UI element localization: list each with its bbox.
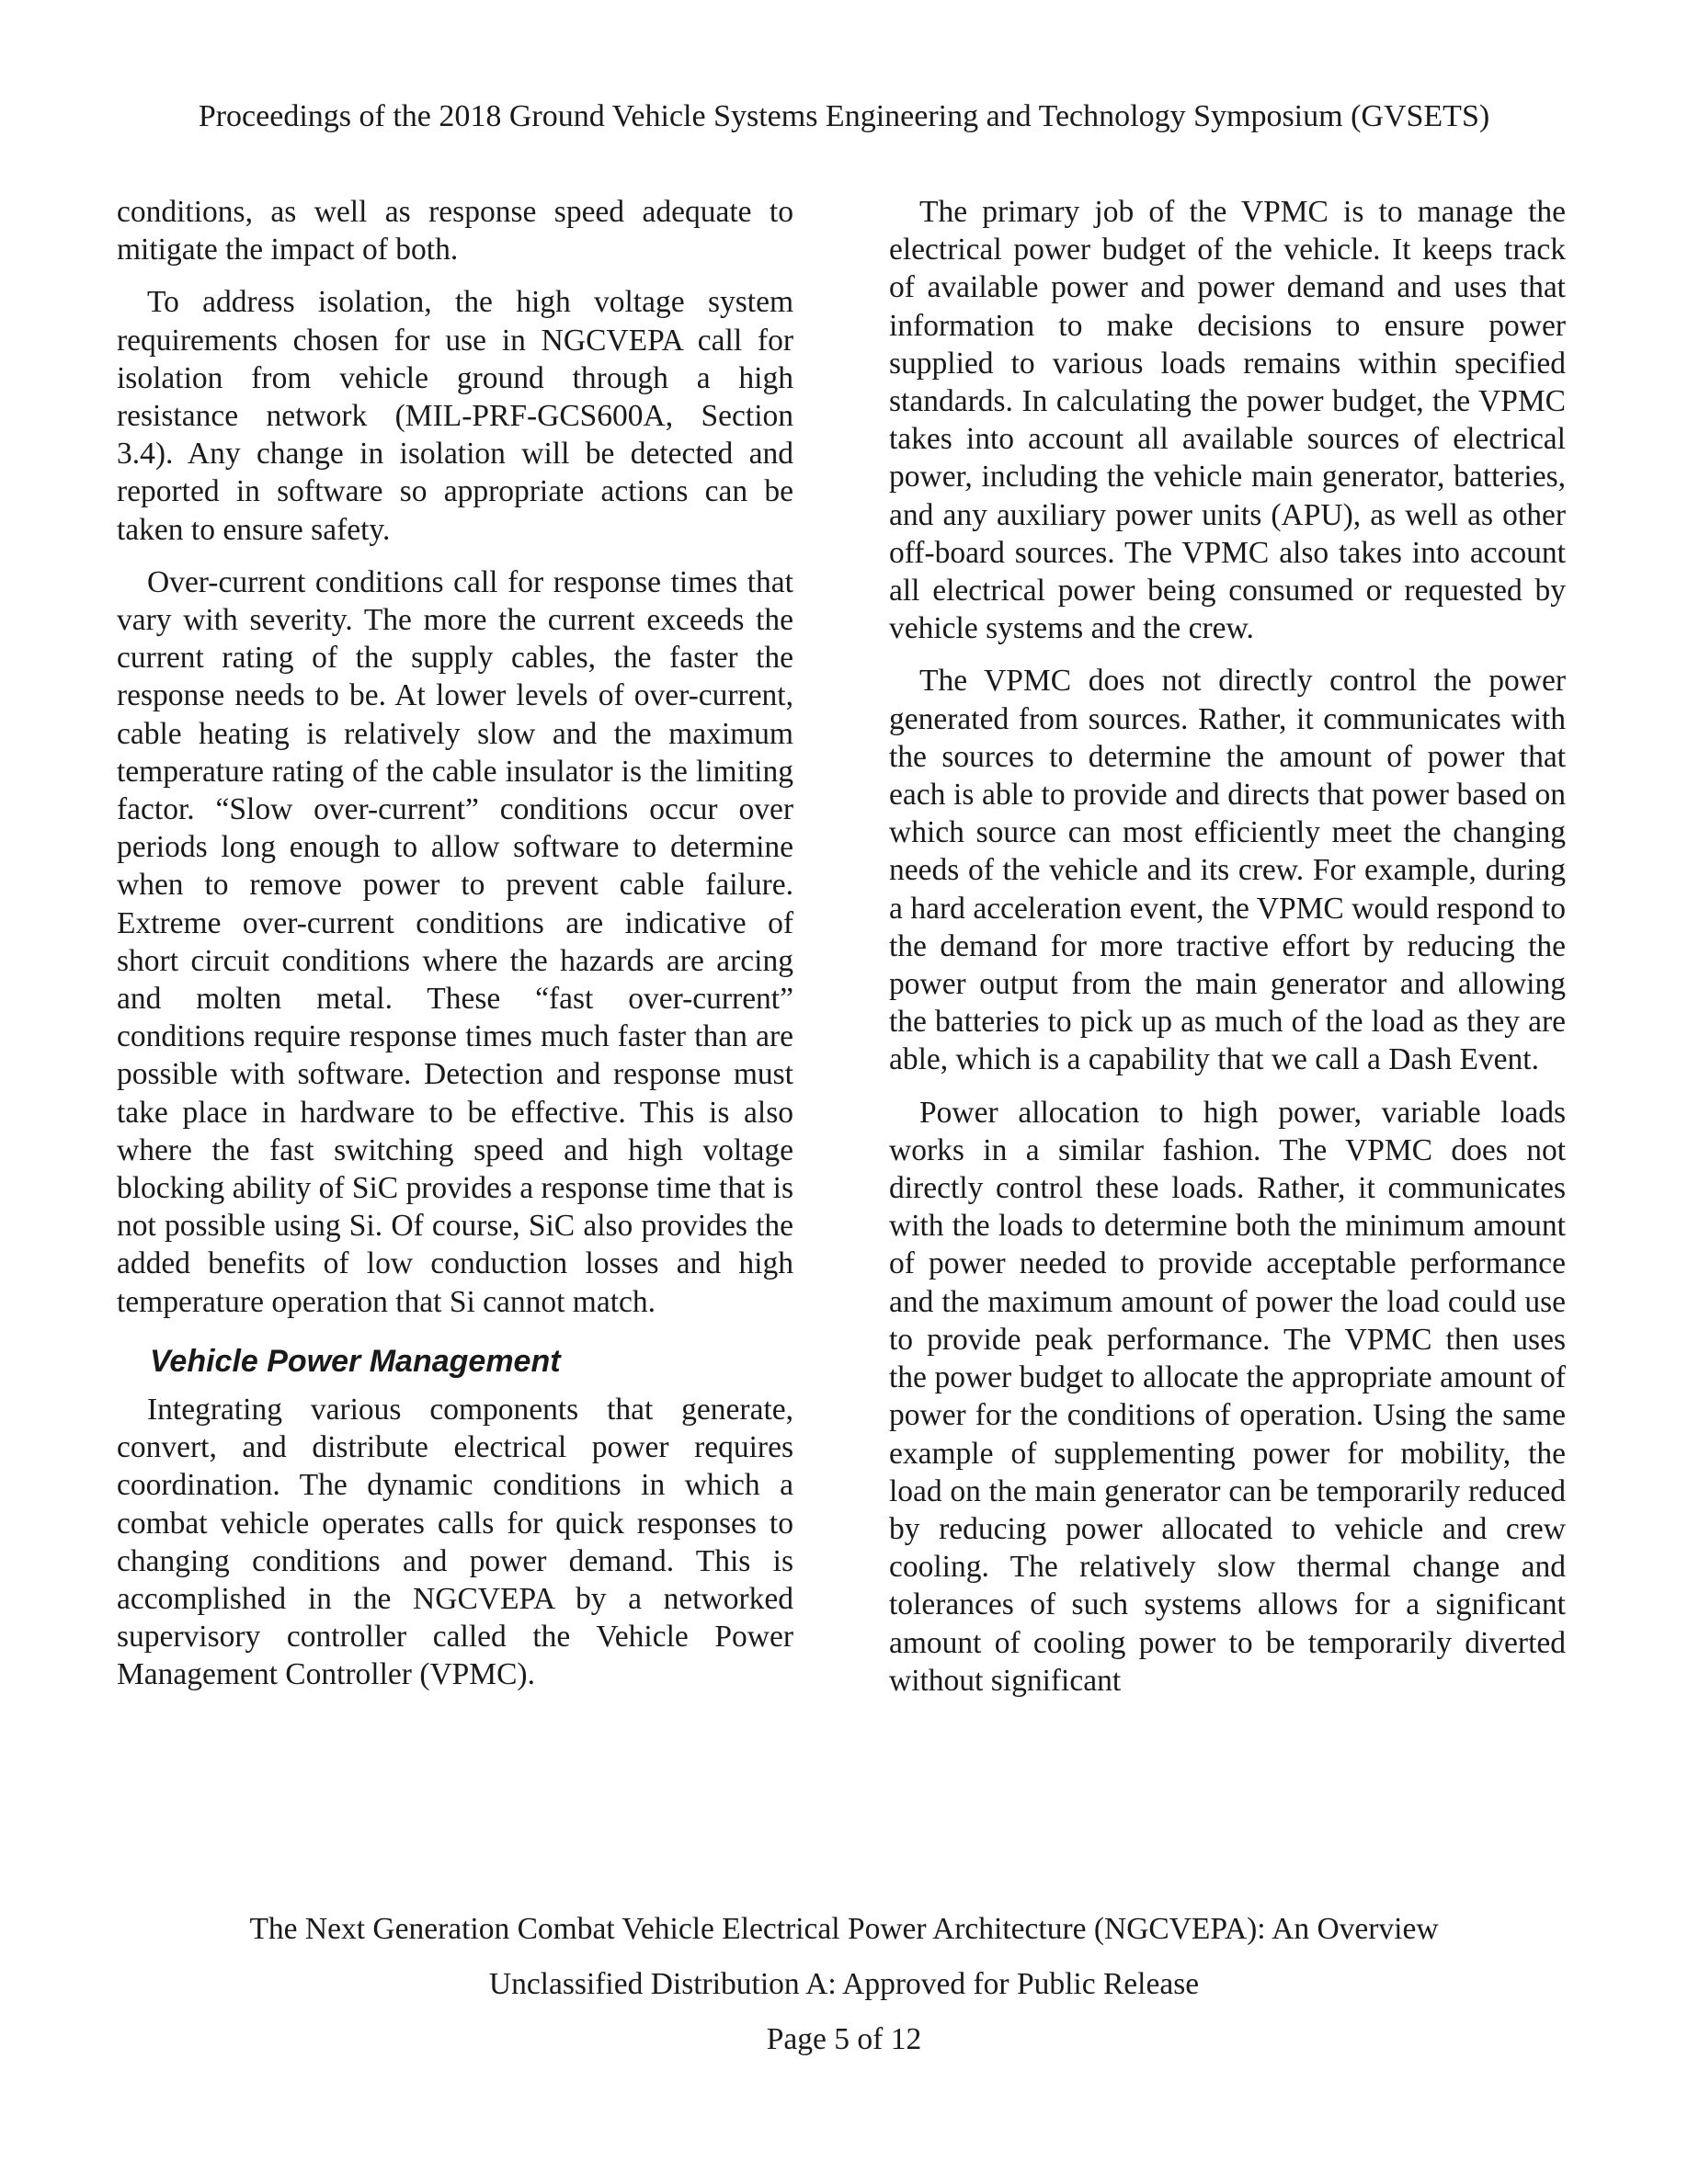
running-header: Proceedings of the 2018 Ground Vehicle Systems Engineering and Technology Symposium (GVSETS) — [198, 99, 1490, 133]
paragraph: To address isolation, the high voltage system requirements chosen for use in NGCVEPA call for isolation from vehicle ground through a high resistance network (MIL-PRF-GCS600A, Section 3.4). Any change in isolation will be detected and reported in software so appropriate actions can be taken to ensure safety. — [117, 285, 793, 547]
right-column — [889, 193, 1566, 1714]
footer-distribution-statement: Unclassified Distribution A: Approved for Public Release — [488, 1967, 1200, 2001]
footer-paper-title: The Next Generation Combat Vehicle Electrical Power Architecture (NGCVEPA): An Overview — [249, 1912, 1439, 1946]
paragraph: The primary job of the VPMC is to manage the electrical power budget of the vehicle. It keeps track of available power and power demand and uses that information to make decisions to ensure power supplied to various loads remains within specified standards. In calculating the power budget, the VPMC takes into account all available sources of electrical power, including the vehicle main generator, batteries, and any auxiliary power units (APU), as well as other off-board sources. The VPMC also takes into account all electrical power being consumed or requested by vehicle systems and the crew. — [889, 195, 1566, 646]
section-heading: Vehicle Power Management — [150, 1343, 561, 1379]
paragraph: The VPMC does not directly control the power generated from sources. Rather, it communicates with the sources to determine the amount of power that each is able to provide and directs that power based on which source can most efficiently meet the changing needs of the vehicle and its crew. For example, during a hard acceleration event, the VPMC would respond to the demand for more tractive effort by reducing the power output from the main generator and allowing the batteries to pick up as much of the load as they are able, which is a capability that we call a Dash Event. — [889, 664, 1566, 1077]
left-column — [117, 193, 793, 1709]
footer-page-number: Page 5 of 12 — [766, 2022, 922, 2056]
paragraph: Integrating various components that generate, convert, and distribute electrical power requires coordination. The dynamic conditions in which a combat vehicle operates calls for quick responses to changing conditions and power demand. This is accomplished in the NGCVEPA by a networked supervisory controller called the Vehicle Power Management Controller (VPMC). — [117, 1392, 793, 1692]
paragraph: Over-current conditions call for response times that vary with severity. The more the current exceeds the current rating of the supply cables, the faster the response needs to be. At lower levels of over-current, cable heating is relatively slow and the maximum temperature rating of the cable insulator is the limiting factor. “Slow over-current” conditions occur over periods long enough to allow software to determine when to remove power to prevent cable failure. Extreme over-current conditions are indicative of short circuit conditions where the hazards are arcing and molten metal. These “fast over-current” conditions require response times much faster than are possible with software. Detection and response must take place in hardware to be effective. This is also where the fast switching speed and high voltage blocking ability of SiC provides a response time that is not possible using Si. Of course, SiC also provides the added benefits of low conduction losses and high temperature operation that Si cannot match. — [117, 564, 793, 1319]
paragraph: conditions, as well as response speed adequate to mitigate the impact of both. — [117, 195, 793, 267]
paragraph: Power allocation to high power, variable loads works in a similar fashion. The VPMC does not directly control these loads. Rather, it communicates with the loads to determine both the minimum amount of power needed to provide acceptable performance and the maximum amount of power the load could use to provide peak performance. The VPMC then uses the power budget to allocate the appropriate amount of power for the conditions of operation. Using the same example of supplementing power for mobility, the load on the main generator can be temporarily reduced by reducing power allocated to vehicle and crew cooling. The relatively slow thermal change and tolerances of such systems allows for a significant amount of cooling power to be temporarily diverted without significant — [889, 1095, 1566, 1698]
